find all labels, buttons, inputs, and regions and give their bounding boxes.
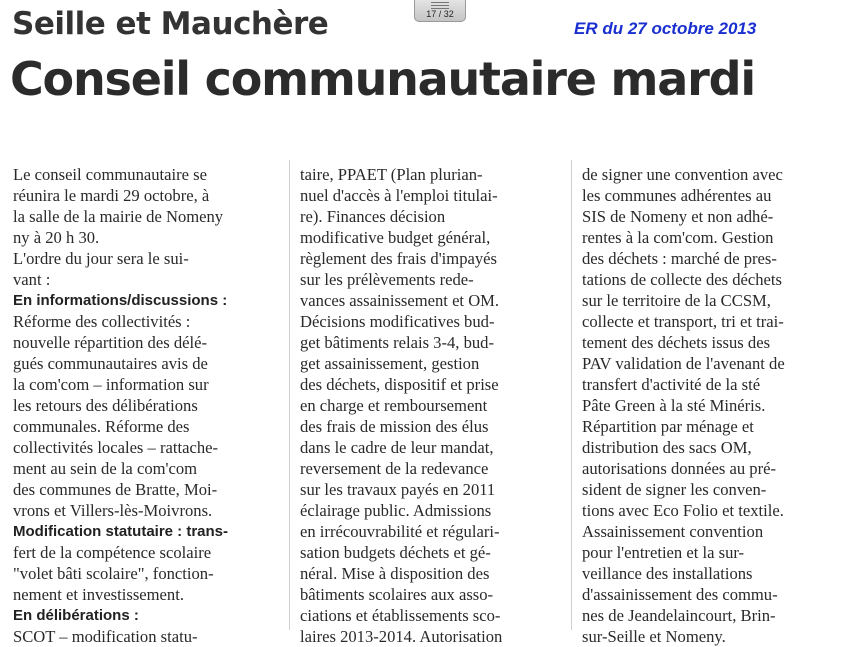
text-line: en irrécouvrabilité et régulari- [300,522,500,541]
source-label: ER du 27 octobre 2013 [574,19,757,38]
text-line: règlement des frais d'impayés [300,249,497,268]
text-line: modificative budget général, [300,228,491,247]
column-divider [289,160,290,630]
text-line: tions avec Eco Folio et textile. [582,501,784,520]
text-line: SCOT – modification statu- [13,627,198,646]
text-line: de signer une convention avec [582,165,783,184]
text-line: la com'com – information sur [13,375,209,394]
text-line: Modification statutaire : trans- [13,523,229,540]
text-line: réunira le mardi 29 octobre, à [13,186,210,205]
text-line: tement des déchets issus des [582,333,771,352]
text-line: laires 2013-2014. Autorisation [300,627,503,646]
text-line: get bâtiments relais 3-4, bud- [300,333,495,352]
text-line: re). Finances décision [300,207,446,226]
text-line: sur les travaux payés en 2011 [300,480,496,499]
text-line: Assainissement convention [582,522,764,541]
text-line: fert de la compétence scolaire [13,543,212,562]
text-line: des frais de mission des élus [300,417,489,436]
text-line: sident de signer les conven- [582,480,767,499]
text-line: les communes adhérentes au [582,186,772,205]
text-line: sur les prélèvements rede- [300,270,474,289]
text-line: reversement de la redevance [300,459,489,478]
text-line: sur le territoire de la CCSM, [582,291,771,310]
page-indicator[interactable] [414,0,466,22]
text-line: L'ordre du jour sera le sui- [13,249,189,268]
article-headline: Conseil communautaire mardi [10,52,755,106]
text-line: Pâte Green à la sté Minéris. [582,396,766,415]
text-line: néral. Mise à disposition des [300,564,490,583]
text-line: Le conseil communautaire se [13,165,207,184]
text-line: nes de Jeandelaincourt, Brin- [582,606,776,625]
text-line: nement et investissement. [13,585,184,604]
text-line: sation budgets déchets et gé- [300,543,491,562]
text-line: bâtiments scolaires aux asso- [300,585,494,604]
text-line: PAV validation de l'avenant de [582,354,785,373]
text-line: distribution des sacs OM, [582,438,752,457]
text-line: nouvelle répartition des délé- [13,333,207,352]
text-line: vant : [13,270,51,289]
text-line: ciations et établissements sco- [300,606,501,625]
rubric-title: Seille et Mauchère [12,6,329,42]
text-line: communales. Réforme des [13,417,190,436]
text-line: veillance des installations [582,564,753,583]
text-line: En informations/discussions : [13,292,228,309]
text-line: dans le cadre de leur mandat, [300,438,494,457]
text-line: ny à 20 h 30. [13,228,100,247]
text-line: gués communautaires avis de [13,354,208,373]
menu-icon[interactable] [431,2,449,9]
text-line: Réforme des collectivités : [13,312,191,331]
text-line: collectivités locales – rattache- [13,438,219,457]
text-line: des déchets : marché de pres- [582,249,777,268]
text-line: SIS de Nomeny et non adhé- [582,207,774,226]
text-line: la salle de la mairie de Nomeny [13,207,224,226]
text-line: des communes de Bratte, Moi- [13,480,218,499]
text-line: transfert d'activité de la sté [582,375,761,394]
text-line: collecte et transport, tri et trai- [582,312,784,331]
text-line: pour l'entretien et la sur- [582,543,745,562]
text-line: autorisations données au pré- [582,459,776,478]
article-column-3 [582,164,785,647]
text-line: éclairage public. Admissions [300,501,492,520]
text-line: "volet bâti scolaire", fonction- [13,564,214,583]
text-line: En délibérations : [13,607,139,624]
text-line: Répartition par ménage et [582,417,754,436]
text-line: nuel d'accès à l'emploi titulai- [300,186,498,205]
article-column-2 [300,164,502,647]
article-column-1 [13,164,228,647]
text-line: tations de collecte des déchets [582,270,782,289]
text-line: get assainissement, gestion [300,354,480,373]
text-line: ment au sein de la com'com [13,459,198,478]
text-line: des déchets, dispositif et prise [300,375,499,394]
text-line: d'assainissement des commu- [582,585,778,604]
text-line: taire, PPAET (Plan plurian- [300,165,483,184]
column-divider [571,160,572,630]
text-line: rentes à la com'com. Gestion [582,228,774,247]
page-count: 17 / 32 [426,9,454,19]
text-line: sur-Seille et Nomeny. [582,627,726,646]
text-line: vances assainissement et OM. [300,291,500,310]
text-line: les retours des délibérations [13,396,198,415]
text-line: en charge et remboursement [300,396,488,415]
text-line: Décisions modificatives bud- [300,312,495,331]
text-line: vrons et Villers-lès-Moivrons. [13,501,213,520]
